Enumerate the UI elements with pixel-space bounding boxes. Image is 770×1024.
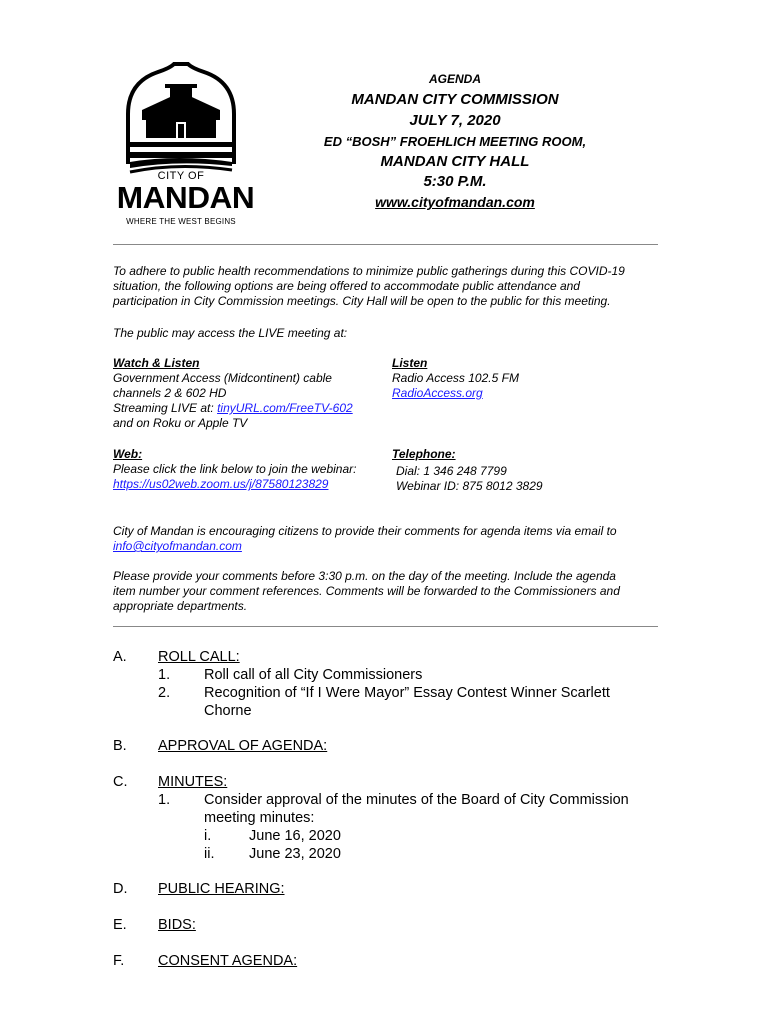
meeting-time: 5:30 P.M. <box>423 173 487 190</box>
item-a-sub1-num: 1. <box>158 667 171 683</box>
item-a-sub2-num: 2. <box>158 685 171 701</box>
city-hall: MANDAN CITY HALL <box>380 153 530 170</box>
item-e-title: BIDS: <box>158 917 196 933</box>
logo-tagline: WHERE THE WEST BEGINS <box>126 217 236 226</box>
agenda-label: AGENDA <box>428 72 481 86</box>
item-f-letter: F. <box>113 953 125 969</box>
item-b-letter: B. <box>113 738 127 754</box>
item-c-ii: June 23, 2020 <box>249 846 341 862</box>
item-a-sub1: Roll call of all City Commissioners <box>204 667 423 683</box>
item-c-sub1: Consider approval of the minutes of the Board of City Commission meeting minutes: <box>204 792 629 826</box>
comments-paragraph: City of Mandan is encouraging citizens to provide their comments for agenda items via email to info@cityofmandan.com <box>113 524 617 553</box>
divider-top <box>113 244 658 245</box>
meeting-date: JULY 7, 2020 <box>409 112 501 129</box>
logo-city-of: CITY OF <box>157 170 205 182</box>
item-f-title: CONSENT AGENDA: <box>158 953 298 969</box>
item-d-title: PUBLIC HEARING: <box>158 881 285 897</box>
item-a-title: ROLL CALL: <box>158 649 240 665</box>
meeting-room: ED “BOSH” FROEHLICH MEETING ROOM, <box>323 134 587 149</box>
radio-link[interactable]: RadioAccess.org <box>392 386 483 400</box>
watch-heading: Watch & Listen <box>113 356 200 370</box>
item-e-letter: E. <box>113 917 127 933</box>
item-a-letter: A. <box>113 649 127 665</box>
divider-bottom <box>113 626 658 627</box>
listen-heading: Listen <box>392 356 428 370</box>
item-c-sub1-num: 1. <box>158 792 171 808</box>
item-d-letter: D. <box>113 881 128 897</box>
live-access-text: The public may access the LIVE meeting at: <box>113 326 348 340</box>
commission-title: MANDAN CITY COMMISSION <box>351 91 559 108</box>
deadline-paragraph: Please provide your comments before 3:30 p.m. on the day of the meeting. Include the agenda item number your comment references. Comments will be forwarded to the Commissioners and appropriate departments. <box>113 569 620 613</box>
item-c-title: MINUTES: <box>158 774 228 790</box>
intro-paragraph: To adhere to public health recommendations to minimize public gatherings during this COVID-19 situation, the following options are being offered to accommodate public attendance and participation in City Commission meetings. City Hall will be open to the public for this meeting. <box>113 264 625 308</box>
watch-listen-block: Watch & Listen Government Access (Midcontinent) cable channels 2 & 602 HD Streaming LIVE at: tinyURL.com/FreeTV-602 and on Roku or Apple TV <box>113 356 393 431</box>
item-b-title: APPROVAL OF AGENDA: <box>158 738 328 754</box>
telephone-heading: Telephone: <box>392 447 456 461</box>
item-c-i: June 16, 2020 <box>249 828 341 844</box>
logo-name: MANDAN <box>116 180 255 215</box>
zoom-link[interactable]: https://us02web.zoom.us/j/87580123829 <box>113 477 329 491</box>
telephone-block: Telephone: Dial: 1 346 248 7799 Webinar ID: 875 8012 3829 <box>392 447 642 494</box>
item-a-sub2: Recognition of “If I Were Mayor” Essay Contest Winner Scarlett Chorne <box>204 685 610 719</box>
website-link[interactable]: www.cityofmandan.com <box>375 194 535 210</box>
listen-block: Listen Radio Access 102.5 FM RadioAccess.org <box>392 356 642 401</box>
web-heading: Web: <box>113 447 143 461</box>
item-c-letter: C. <box>113 774 128 790</box>
stream-link[interactable]: tinyURL.com/FreeTV-602 <box>217 401 353 415</box>
item-c-i-num: i. <box>204 828 212 844</box>
web-block: Web: Please click the link below to join the webinar: https://us02web.zoom.us/j/87580123829 <box>113 447 393 492</box>
item-c-ii-num: ii. <box>204 846 215 862</box>
email-link[interactable]: info@cityofmandan.com <box>113 539 242 553</box>
